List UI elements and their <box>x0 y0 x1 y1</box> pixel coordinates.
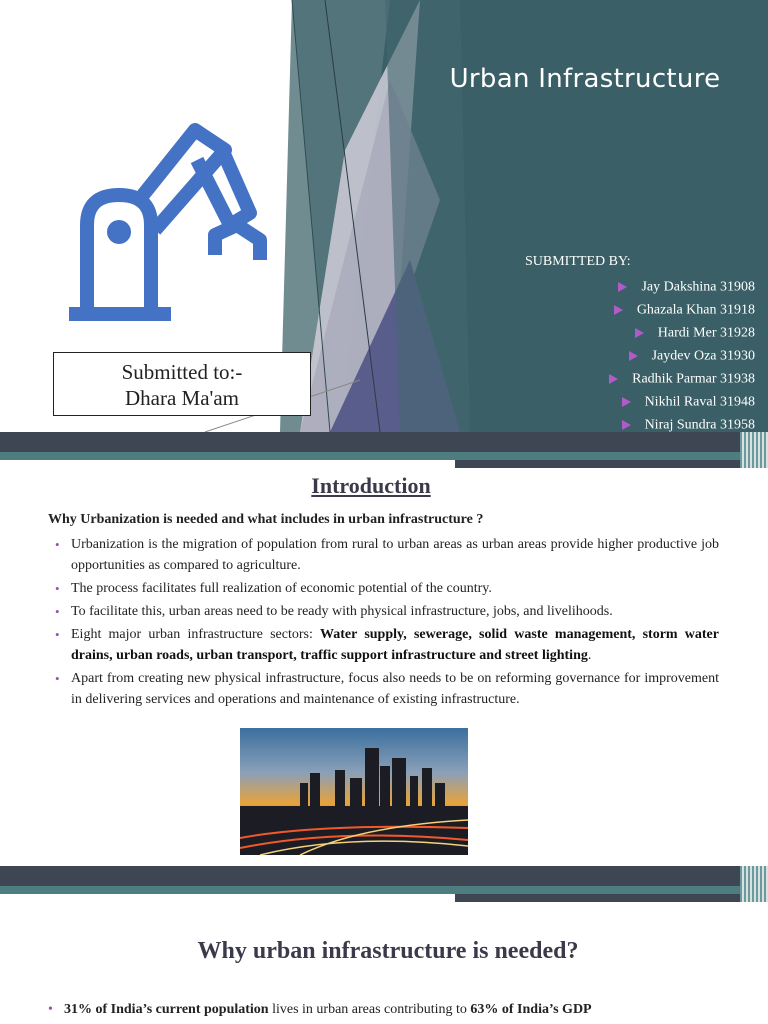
list-item: Hardi Mer 31928 <box>560 321 755 344</box>
triangle-bullet-icon <box>618 282 627 292</box>
submitted-to-box <box>53 352 311 416</box>
list-item: Ghazala Khan 31918 <box>560 298 755 321</box>
submitted-to-label: Submitted to:- <box>121 360 243 384</box>
list-item: • To facilitate this, urban areas need to be ready with physical infrastructure, jobs, and livelihoods. <box>55 601 719 622</box>
why-needed-slide <box>0 910 768 1024</box>
submitted-by-label: SUBMITTED BY: <box>525 254 631 269</box>
triangle-bullet-icon <box>614 305 623 315</box>
list-item: • Apart from creating new physical infrastructure, focus also needs to be on reforming governance for improvement in delivering services and operations and maintenance of existing infrastructure. <box>55 668 719 710</box>
list-item: • Urbanization is the migration of population from rural to urban areas as urban areas provide higher productive job opportunities as compared to agriculture. <box>55 534 719 576</box>
triangle-bullet-icon <box>635 328 644 338</box>
slide-title: Why urban infrastructure is needed? <box>197 938 579 964</box>
list-item: • The process facilitates full realization of economic potential of the country. <box>55 578 719 599</box>
slide-divider-band <box>0 866 768 910</box>
list-item: • 31% of India’s current population lives in urban areas contributing to 63% of India’s GDP <box>48 1000 736 1020</box>
triangle-bullet-icon <box>622 420 631 430</box>
slide-divider-band <box>0 432 768 476</box>
member-list <box>560 275 755 432</box>
list-item: Jay Dakshina 31908 <box>560 275 755 298</box>
slide-title: Introduction <box>311 476 431 498</box>
list-item: Jaydev Oza 31930 <box>560 344 755 367</box>
triangle-bullet-icon <box>622 397 631 407</box>
title-slide <box>0 0 768 432</box>
presentation-title: Urban Infrastructure <box>449 64 721 94</box>
triangle-bullet-icon <box>629 351 638 361</box>
list-item: Radhik Parmar 31938 <box>560 367 755 390</box>
city-skyline-image <box>240 728 468 855</box>
question-heading: Why Urbanization is needed and what includes in urban infrastructure ? <box>48 512 484 527</box>
introduction-slide <box>0 476 768 866</box>
bullet-list <box>55 534 719 712</box>
submitted-to-name: Dhara Ma'am <box>125 386 239 410</box>
list-item: Nikhil Raval 31948 <box>560 390 755 413</box>
triangle-bullet-icon <box>609 374 618 384</box>
list-item: Niraj Sundra 31958 <box>560 413 755 432</box>
robotic-arm-icon <box>65 115 275 325</box>
list-item: • Eight major urban infrastructure sectors: Water supply, sewerage, solid waste management, storm water drains, urban roads, urban transport, traffic support infrastructure and street lighting. <box>55 624 719 666</box>
